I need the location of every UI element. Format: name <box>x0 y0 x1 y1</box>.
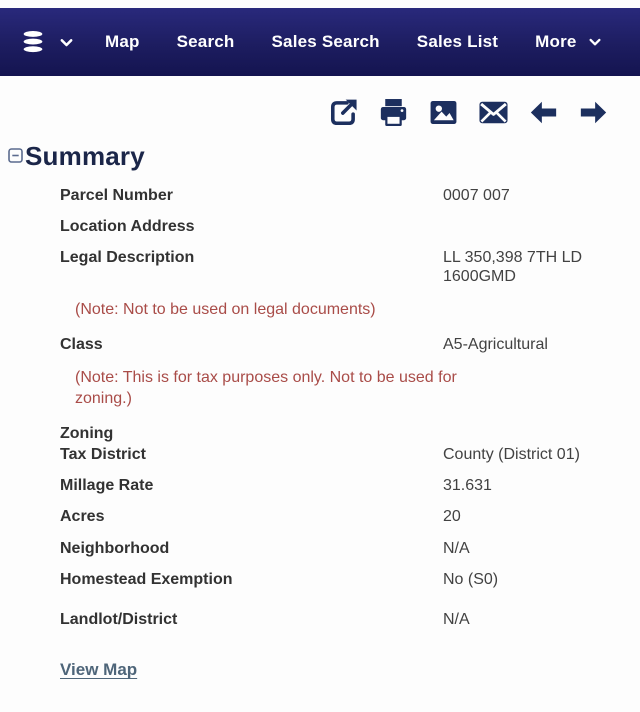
field-value: LL 350,398 7TH LD 1600GMD <box>443 248 583 286</box>
field-label: Parcel Number <box>60 186 173 204</box>
field-value: A5-Agricultural <box>443 336 548 354</box>
legal-description-note: (Note: Not to be used on legal documents) <box>75 301 376 319</box>
row-parcel-number <box>60 180 625 211</box>
field-label: Acres <box>60 508 105 526</box>
section-title: Summary <box>25 141 145 171</box>
row-location-address <box>60 211 625 242</box>
chevron-down-icon[interactable] <box>59 35 74 50</box>
nav-item-sales-search[interactable]: Sales Search <box>271 32 380 51</box>
email-icon[interactable] <box>477 96 510 129</box>
print-icon[interactable] <box>377 96 410 129</box>
chevron-down-icon[interactable] <box>588 35 602 49</box>
toolbar <box>0 76 640 129</box>
row-tax-district <box>60 443 625 470</box>
row-homestead-exemption <box>60 564 625 595</box>
minus-box-icon[interactable] <box>8 148 23 163</box>
share-icon[interactable] <box>327 96 360 129</box>
row-millage-rate <box>60 470 625 501</box>
image-icon[interactable] <box>427 96 460 129</box>
class-note: (Note: This is for tax purposes only. Not to be used for zoning.) <box>75 369 457 408</box>
field-value: No (S0) <box>443 570 499 588</box>
layers-icon[interactable] <box>20 29 46 55</box>
field-value <box>443 424 625 443</box>
view-map-link[interactable]: View Map <box>60 660 138 680</box>
field-value: 31.631 <box>443 477 492 495</box>
field-label: Neighborhood <box>60 539 170 557</box>
nav-item-map[interactable]: Map <box>105 32 140 51</box>
arrow-left-icon[interactable] <box>527 96 560 129</box>
nav-item-more[interactable]: More <box>535 32 577 51</box>
top-strip <box>0 0 640 8</box>
field-value: 20 <box>443 508 461 526</box>
field-value: N/A <box>443 610 470 628</box>
arrow-right-icon[interactable] <box>577 96 610 129</box>
summary-table <box>0 173 640 636</box>
field-label: Location Address <box>60 217 195 235</box>
field-label: Zoning <box>60 424 114 442</box>
field-label: Legal Description <box>60 248 195 266</box>
row-acres <box>60 501 625 532</box>
row-neighborhood <box>60 533 625 564</box>
row-legal-description <box>60 242 625 292</box>
row-landlot-district <box>60 604 625 635</box>
field-label: Homestead Exemption <box>60 570 233 588</box>
main-navbar <box>0 8 640 76</box>
field-label: Tax District <box>60 446 146 464</box>
field-label: Landlot/District <box>60 610 178 628</box>
nav-item-sales-list[interactable]: Sales List <box>416 32 499 51</box>
field-value <box>443 217 625 236</box>
field-value: County (District 01) <box>443 446 580 464</box>
field-value: N/A <box>443 539 470 557</box>
summary-header <box>0 129 640 173</box>
row-class <box>60 329 625 360</box>
field-value: 0007 007 <box>443 186 510 204</box>
field-label: Class <box>60 336 103 354</box>
field-label: Millage Rate <box>60 477 154 495</box>
row-zoning <box>60 418 625 443</box>
nav-item-search[interactable]: Search <box>176 32 235 51</box>
